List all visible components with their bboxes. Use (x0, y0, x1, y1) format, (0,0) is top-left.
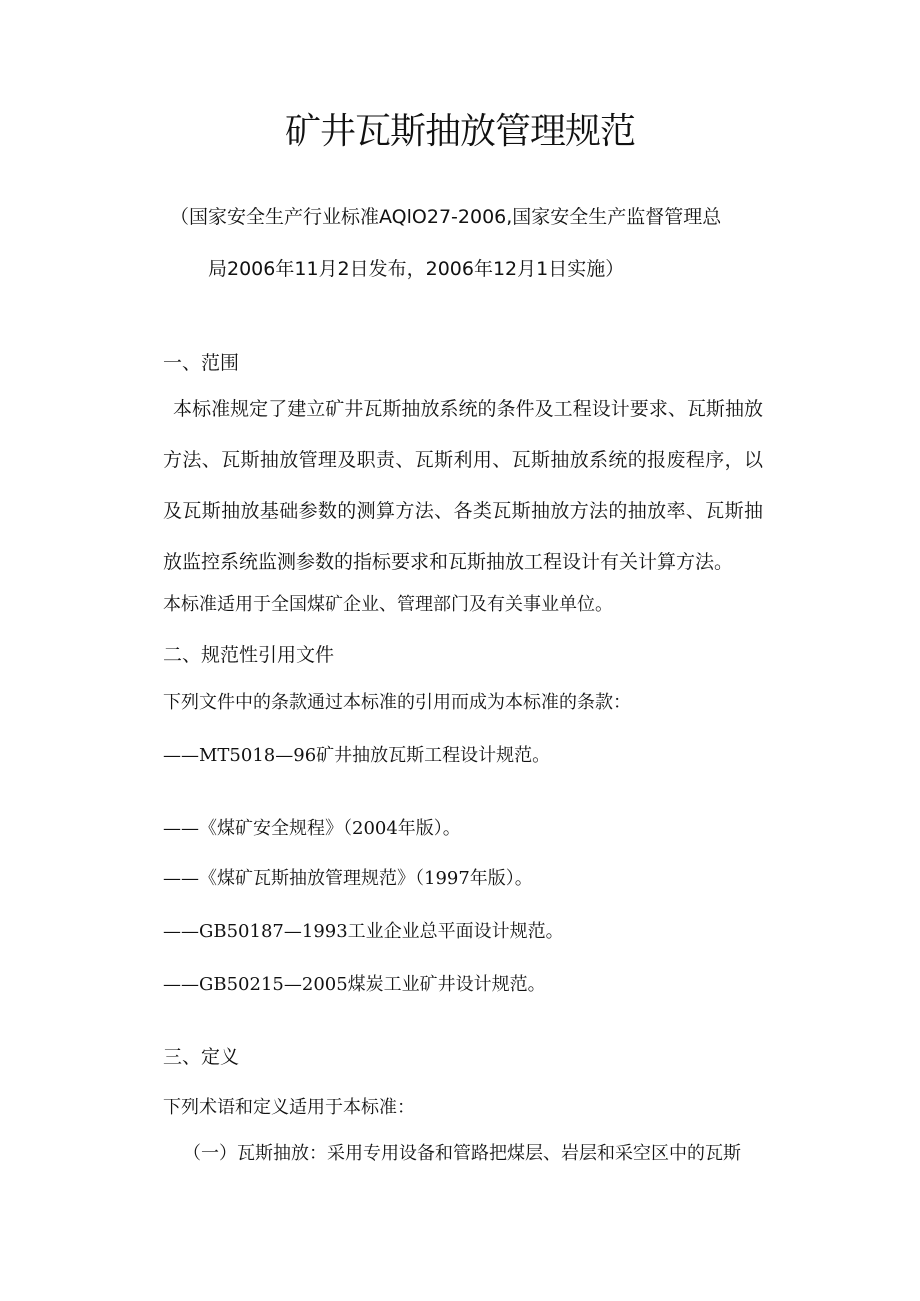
reference-item-5: ——GB50215—2005煤炭工业矿井设计规范。 (163, 974, 546, 995)
subtitle-line-1: （国家安全生产行业标准AQlO27-2006,国家安全生产监督管理总 (170, 206, 722, 228)
document-title: 矿井瓦斯抽放管理规范 (284, 111, 635, 152)
scope-paragraph-text: 本标准规定了建立矿井瓦斯抽放系统的条件及工程设计要求、瓦斯抽放方法、瓦斯抽放管理及职责、瓦斯利用、瓦斯抽放系统的报废程序，以及瓦斯抽放基础参数的测算方法、各类瓦斯抽放方法的抽放率、瓦斯抽放监控系统监测参数的指标要求和瓦斯抽放工程设计有关计算方法。 (163, 398, 763, 573)
subtitle-line-2: 局2006年11月2日发布，2006年12月1日实施） (208, 258, 625, 280)
reference-item-4: ——GB50187—1993工业企业总平面设计规范。 (163, 921, 564, 942)
scope-applicability: 本标准适用于全国煤矿企业、管理部门及有关事业单位。 (163, 594, 613, 615)
section-heading-scope: 一、范围 (163, 352, 240, 374)
definitions-intro: 下列术语和定义适用于本标准： (163, 1097, 415, 1118)
section-heading-definitions: 三、定义 (163, 1046, 240, 1068)
section-heading-references: 二、规范性引用文件 (163, 644, 335, 666)
reference-item-3: ——《煤矿瓦斯抽放管理规范》（1997年版）。 (163, 868, 533, 889)
references-intro: 下列文件中的条款通过本标准的引用而成为本标准的条款： (163, 692, 631, 713)
reference-item-2: ——《煤矿安全规程》（2004年版）。 (163, 818, 461, 839)
reference-item-1: ——MT5018—96矿井抽放瓦斯工程设计规范。 (163, 745, 551, 766)
scope-paragraph (163, 384, 763, 588)
definition-item-1: （一）瓦斯抽放：采用专用设备和管路把煤层、岩层和采空区中的瓦斯 (183, 1143, 741, 1164)
